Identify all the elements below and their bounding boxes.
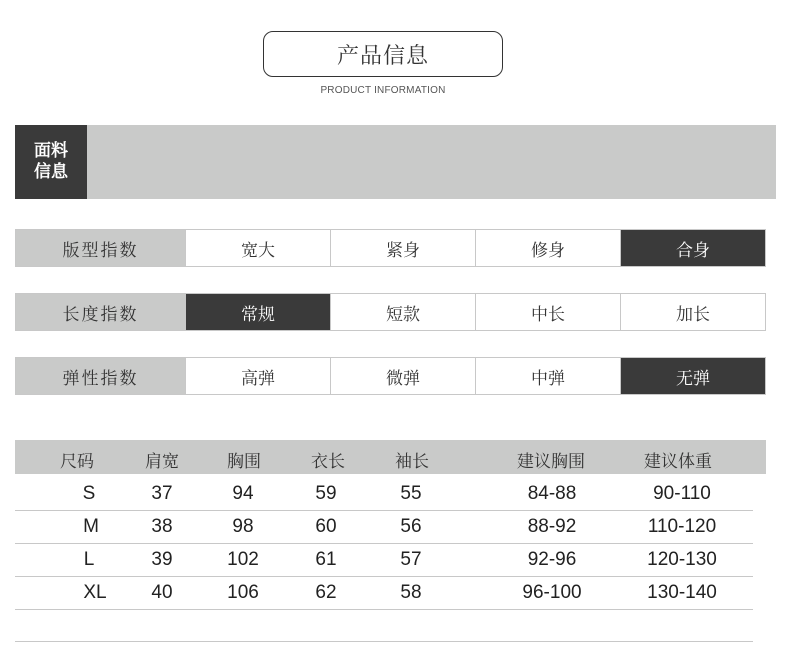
cell-size: XL: [83, 582, 107, 603]
header-shoulder: 肩宽: [145, 452, 179, 472]
stretch-index-row: [15, 357, 766, 395]
cell-length: 62: [315, 582, 337, 603]
stretch-option-medium: 中弹: [476, 358, 621, 394]
header-suggested-bust: 建议胸围: [517, 452, 585, 472]
cell-sleeve: 56: [400, 516, 422, 537]
cell-bust: 94: [232, 483, 254, 504]
cell-suggested-weight: 130-140: [647, 582, 717, 603]
header-sleeve: 袖长: [395, 452, 429, 472]
table-row: [15, 544, 753, 577]
fit-option-regular: 合身: [621, 230, 765, 266]
section-title: 产品信息: [336, 43, 429, 69]
fit-option-tight: 紧身: [331, 230, 476, 266]
length-option-regular: 常规: [186, 294, 331, 330]
cell-suggested-weight: 120-130: [647, 549, 717, 570]
table-bottom-divider: [15, 641, 753, 642]
cell-length: 61: [315, 549, 337, 570]
header-suggested-weight: 建议体重: [644, 452, 712, 472]
fit-option-slim: 修身: [476, 230, 621, 266]
fabric-info-panel: [15, 125, 776, 199]
fabric-info-label: [15, 125, 87, 199]
fit-index-label: 版型指数: [16, 230, 186, 266]
cell-sleeve: 55: [400, 483, 422, 504]
cell-size: S: [82, 483, 96, 504]
fabric-label-line1: 面料: [34, 141, 68, 161]
fit-index-row: [15, 229, 766, 267]
length-index-label: 长度指数: [16, 294, 186, 330]
cell-size: M: [83, 516, 99, 537]
cell-length: 59: [315, 483, 337, 504]
cell-shoulder: 40: [151, 582, 173, 603]
header-size: 尺码: [60, 452, 94, 472]
cell-suggested-bust: 92-96: [527, 549, 577, 570]
header-length: 衣长: [311, 452, 345, 472]
cell-sleeve: 58: [400, 582, 422, 603]
size-table-header: [15, 440, 766, 474]
stretch-option-slight: 微弹: [331, 358, 476, 394]
stretch-option-none: 无弹: [621, 358, 765, 394]
cell-length: 60: [315, 516, 337, 537]
cell-bust: 106: [227, 582, 259, 603]
fabric-label-line2: 信息: [34, 162, 68, 182]
stretch-index-label: 弹性指数: [16, 358, 186, 394]
fit-option-loose: 宽大: [186, 230, 331, 266]
section-title-box: [263, 31, 503, 77]
length-option-long: 加长: [676, 304, 710, 325]
cell-shoulder: 37: [151, 483, 173, 504]
cell-suggested-bust: 84-88: [527, 483, 577, 504]
stretch-option-high: 高弹: [186, 358, 331, 394]
cell-shoulder: 38: [151, 516, 173, 537]
cell-size: L: [83, 549, 95, 570]
cell-suggested-weight: 90-110: [653, 483, 711, 504]
cell-shoulder: 39: [151, 549, 173, 570]
section-subtitle: PRODUCT INFORMATION: [320, 85, 446, 96]
length-index-row: [15, 293, 766, 331]
cell-sleeve: 57: [400, 549, 422, 570]
length-option-short: 短款: [331, 294, 476, 330]
length-option-mid: 中长: [476, 294, 621, 330]
table-row: [15, 478, 753, 511]
cell-suggested-bust: 96-100: [522, 582, 582, 603]
cell-bust: 102: [227, 549, 259, 570]
table-row: [15, 577, 753, 610]
header-bust: 胸围: [227, 452, 261, 472]
cell-suggested-bust: 88-92: [527, 516, 577, 537]
cell-bust: 98: [232, 516, 254, 537]
table-row: [15, 511, 753, 544]
cell-suggested-weight: 110-120: [647, 516, 717, 537]
